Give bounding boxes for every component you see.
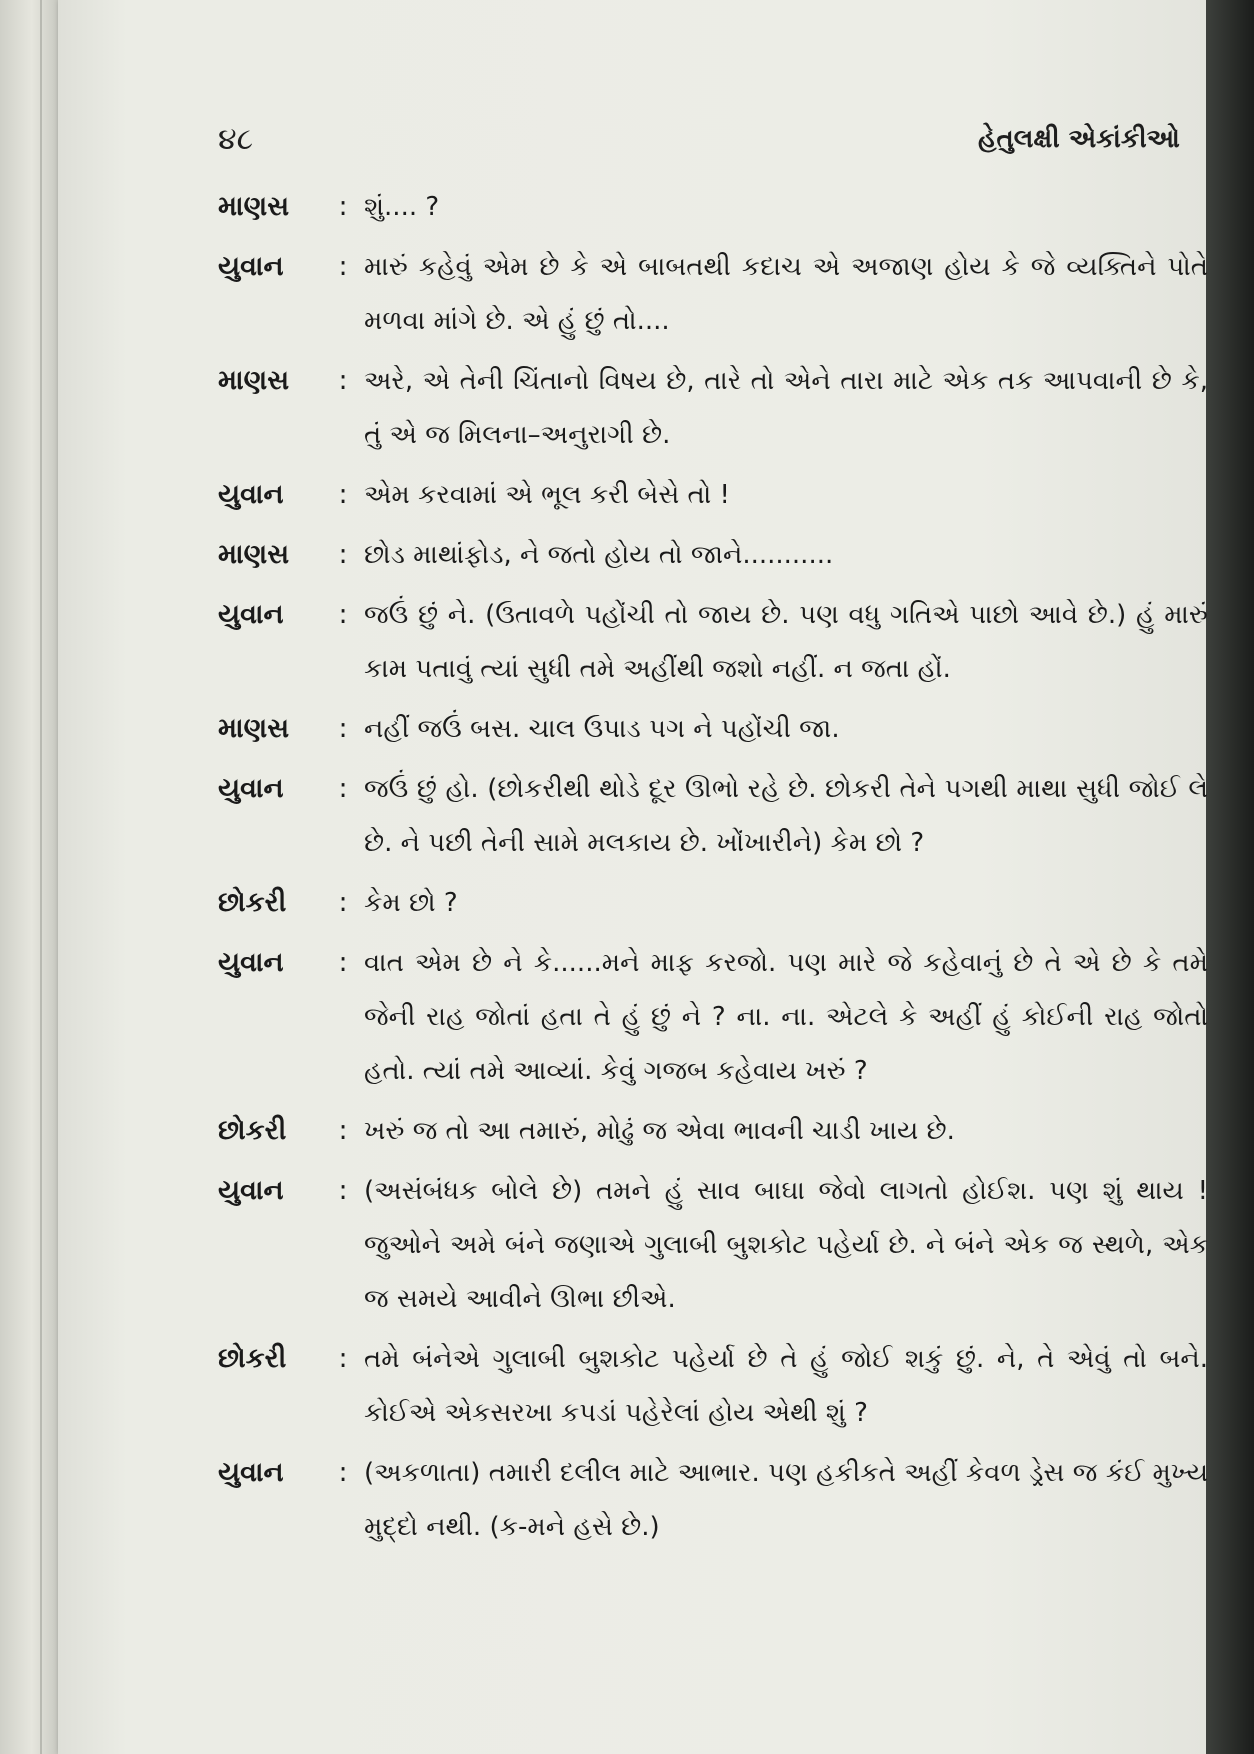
- dialogue-turn: [218, 1446, 1208, 1554]
- speaker-name: માણસ: [218, 365, 290, 396]
- dialogue-line: તમે બંનેએ ગુલાબી બુશકોટ પહેર્યા છે તે હું જોઈ શકું છું. ને, તે એવું તો બને. કોઈએ એકસરખા કપડાં પહેરેલાં હોય એથી શું ?: [364, 1344, 1208, 1428]
- dialogue-line: જઉં છું હો. (છોકરીથી થોડે દૂર ઊભો રહે છે. છોકરી તેને પગથી માથા સુધી જોઈ લે છે. ને પછી તેની સામે મલકાય છે. ખોંખારીને) કેમ છો ?: [364, 774, 1208, 858]
- speaker-name: યુવાન: [218, 599, 284, 630]
- dialogue-turn: [218, 1164, 1208, 1326]
- speaker-separator: :: [338, 1175, 348, 1206]
- dialogue-line: જઉં છું ને. (ઉતાવળે પહોંચી તો જાય છે. પણ વધુ ગતિએ પાછો આવે છે.) હું મારું કામ પતાવું ત્યાં સુધી તમે અહીંથી જશો નહીં. ન જતા હોં.: [364, 600, 1208, 684]
- speaker-name: છોકરી: [218, 1115, 287, 1146]
- speaker-name: યુવાન: [218, 947, 284, 978]
- dialogue-turn: [218, 1332, 1208, 1440]
- dialogue-turn: [218, 876, 1208, 930]
- dialogue-line: (અકળાતા) તમારી દલીલ માટે આભાર. પણ હકીકતે અહીં કેવળ ડ્રેસ જ કંઈ મુખ્ય મુદ્દો નથી. (ક-મને હસે છે.): [364, 1458, 1208, 1542]
- speaker-separator: :: [338, 599, 348, 630]
- dialogue-line: (અસંબંધક બોલે છે) તમને હું સાવ બાઘા જેવો લાગતો હોઈશ. પણ શું થાય ! જુઓને અમે બંને જણાએ ગુલાબી બુશકોટ પહેર્યા છે. ને બંને એક જ સ્થળે, એક જ સમયે આવીને ઊભા છીએ.: [364, 1176, 1208, 1314]
- speaker-separator: :: [338, 1115, 348, 1146]
- speaker-separator: :: [338, 1343, 348, 1374]
- dialogue-line: એમ કરવામાં એ ભૂલ કરી બેસે તો !: [364, 480, 730, 510]
- adjacent-page-edges: [0, 0, 58, 1754]
- speaker-name: છોકરી: [218, 887, 287, 918]
- play-dialogue: [218, 180, 1208, 1560]
- dialogue-turn: [218, 180, 1208, 234]
- dialogue-turn: [218, 354, 1208, 462]
- speaker-name: યુવાન: [218, 1457, 284, 1488]
- dialogue-line: શું.... ?: [364, 192, 440, 222]
- speaker-name: યુવાન: [218, 773, 284, 804]
- dialogue-turn: [218, 528, 1208, 582]
- running-head: હેતુલક્ષી એકાંકીઓ: [978, 124, 1180, 154]
- speaker-separator: :: [338, 365, 348, 396]
- dialogue-line: છોડ માથાંફોડ, ને જતો હોય તો જાને...........: [364, 540, 834, 570]
- dialogue-line: કેમ છો ?: [364, 888, 458, 918]
- speaker-separator: :: [338, 1457, 348, 1488]
- dialogue-line: મારું કહેવું એમ છે કે એ બાબતથી કદાચ એ અજાણ હોય કે જે વ્યક્તિને પોતે મળવા માંગે છે. એ હું છું તો....: [364, 252, 1208, 336]
- speaker-separator: :: [338, 773, 348, 804]
- speaker-separator: :: [338, 713, 348, 744]
- speaker-separator: :: [338, 887, 348, 918]
- dialogue-turn: [218, 936, 1208, 1098]
- dialogue-line: અરે, એ તેની ચિંતાનો વિષય છે, તારે તો એને તારા માટે એક તક આપવાની છે કે, તું એ જ મિલના–અનુરાગી છે.: [364, 366, 1208, 450]
- speaker-name: માણસ: [218, 713, 290, 744]
- speaker-separator: :: [338, 251, 348, 282]
- speaker-name: યુવાન: [218, 251, 284, 282]
- dialogue-turn: [218, 240, 1208, 348]
- dialogue-line: ખરું જ તો આ તમારું, મોઢું જ એવા ભાવની ચાડી ખાય છે.: [364, 1116, 955, 1146]
- dialogue-turn: [218, 702, 1208, 756]
- dialogue-line: વાત એમ છે ને કે......મને માફ કરજો. પણ મારે જે કહેવાનું છે તે એ છે કે તમે જેની રાહ જોતાં હતા તે હું છું ને ? ના. ના. એટલે કે અહીં હું કોઈની રાહ જોતો હતો. ત્યાં તમે આવ્યાં. કેવું ગજબ કહેવાય ખરું ?: [364, 948, 1208, 1086]
- dialogue-turn: [218, 588, 1208, 696]
- speaker-separator: :: [338, 479, 348, 510]
- speaker-name: માણસ: [218, 539, 290, 570]
- speaker-name: માણસ: [218, 191, 290, 222]
- dialogue-turn: [218, 468, 1208, 522]
- speaker-name: છોકરી: [218, 1343, 287, 1374]
- book-spine-shadow: [1206, 0, 1254, 1754]
- page-number: ૪૮: [218, 122, 254, 157]
- dialogue-turn: [218, 1104, 1208, 1158]
- speaker-separator: :: [338, 191, 348, 222]
- dialogue-line: નહીં જઉં બસ. ચાલ ઉપાડ પગ ને પહોંચી જા.: [364, 714, 840, 744]
- speaker-name: યુવાન: [218, 1175, 284, 1206]
- speaker-separator: :: [338, 539, 348, 570]
- speaker-separator: :: [338, 947, 348, 978]
- speaker-name: યુવાન: [218, 479, 284, 510]
- dialogue-turn: [218, 762, 1208, 870]
